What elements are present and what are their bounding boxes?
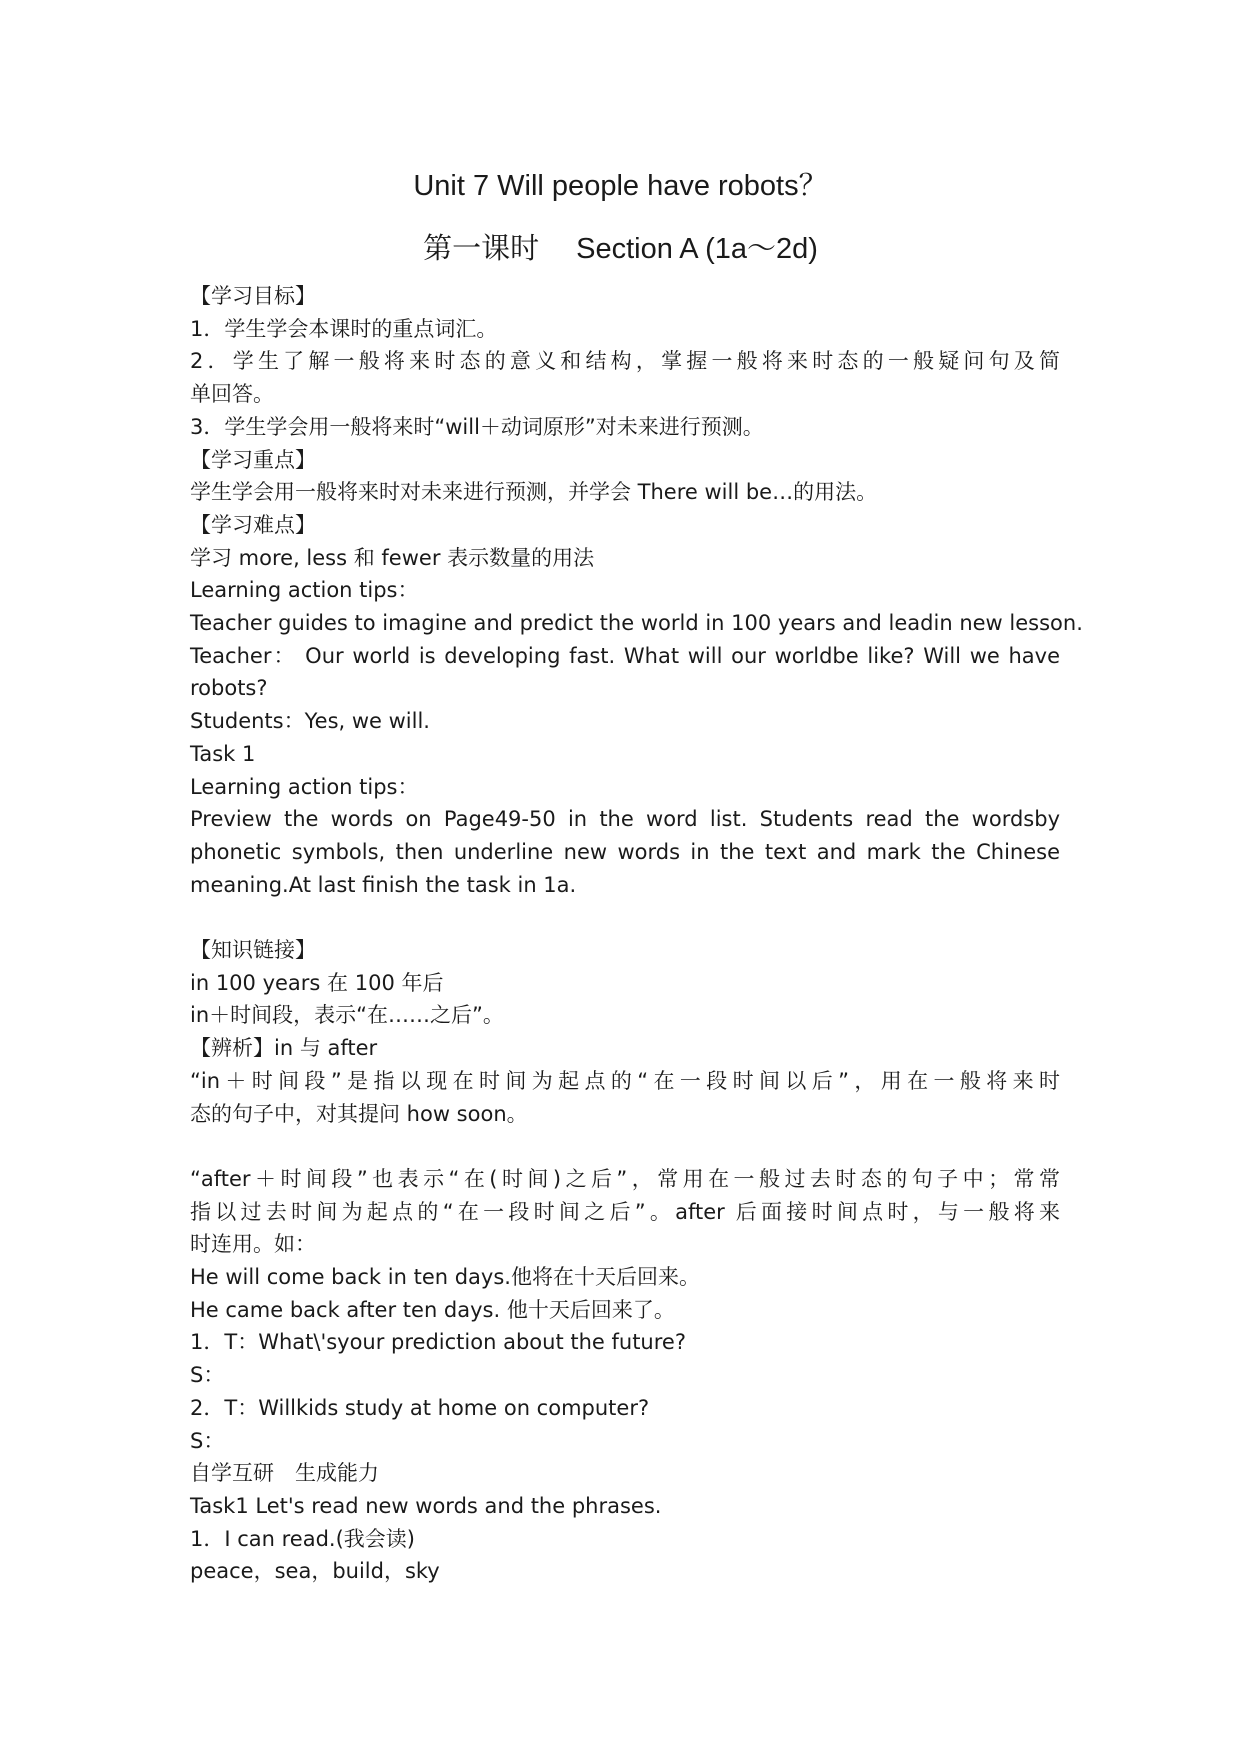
question-1-student: S： [190, 1363, 225, 1388]
example-2: He came back after ten days. 他十天后回来了。 [190, 1297, 675, 1322]
self-study-heading: 自学互研 生成能力 [190, 1461, 379, 1486]
preview-line-3: meaning.At last finish the task in 1a. [190, 872, 577, 897]
i-can-read: 1．I can read.(我会读) [190, 1526, 415, 1551]
question-2-teacher: 2．T：Willkids study at home on computer? [190, 1395, 650, 1420]
difficulty-text: 学习 more, less 和 fewer 表示数量的用法 [190, 545, 595, 570]
preview-line-1: Preview the words on Page49-50 in the word list. Students read the wordsby [190, 807, 1060, 832]
key-points-text: 学生学会用一般将来时对未来进行预测，并学会 There will be…的用法。 [190, 480, 878, 505]
goals-heading: 【学习目标】 [190, 284, 316, 308]
question-2-student: S： [190, 1428, 225, 1453]
task-1-label: Task 1 [190, 741, 256, 766]
analysis-line-2: 态的句子中，对其提问 how soon。 [190, 1101, 528, 1126]
question-1-teacher: 1．T：What\'syour prediction about the future? [190, 1330, 686, 1355]
preview-line-2: phonetic symbols, then underline new words in the text and mark the Chinese [190, 839, 1060, 864]
teacher-line-1: Teacher： Our world is developing fast. What will our worldbe like? Will we have [190, 643, 1060, 668]
students-line: Students：Yes, we will. [190, 709, 430, 734]
after-line-1: “after＋时间段”也表示“在(时间)之后”，常用在一般过去时态的句子中；常常 [190, 1166, 1060, 1191]
tips-label: Learning action tips： [190, 774, 419, 799]
after-line-3: 时连用。如： [190, 1232, 316, 1257]
analysis-line-1: “in＋时间段”是指以现在时间为起点的“在一段时间以后”，用在一般将来时 [190, 1068, 1060, 1093]
analysis-heading: 【辨析】in 与 after [190, 1036, 378, 1061]
blank-line [190, 901, 1060, 934]
knowledge-heading: 【知识链接】 [190, 938, 316, 963]
knowledge-line-2: in＋时间段，表示“在……之后”。 [190, 1003, 504, 1028]
blank-line [190, 1130, 1060, 1163]
goal-3: 3．学生学会用一般将来时“will＋动词原形”对未来进行预测。 [190, 414, 764, 439]
tips-label: Learning action tips： [190, 578, 419, 603]
knowledge-line-1: in 100 years 在 100 年后 [190, 970, 444, 995]
words-line: peace，sea，build，sky [190, 1559, 440, 1584]
after-line-2: 指以过去时间为起点的“在一段时间之后”。after 后面接时间点时，与一般将来 [190, 1199, 1060, 1224]
goal-2-line-2: 单回答。 [190, 382, 274, 407]
document-body [190, 280, 1083, 1588]
teacher-line-2: robots? [190, 676, 268, 701]
key-points-heading: 【学习重点】 [190, 447, 316, 472]
difficulty-heading: 【学习难点】 [190, 512, 316, 537]
teacher-guide: Teacher guides to imagine and predict the world in 100 years and leadin new lesson. [190, 611, 1083, 636]
lesson-subtitle: 第一课时 Section A (1a～2d) [423, 233, 818, 265]
document-title: Unit 7 Will people have robots？ [413, 170, 828, 202]
goal-1: 1．学生学会本课时的重点词汇。 [190, 316, 498, 341]
task-1-read: Task1 Let's read new words and the phrases. [190, 1493, 662, 1518]
example-1: He will come back in ten days.他将在十天后回来。 [190, 1265, 700, 1290]
goal-2-line-1: 2．学生了解一般将来时态的意义和结构，掌握一般将来时态的一般疑问句及简 [190, 349, 1060, 374]
